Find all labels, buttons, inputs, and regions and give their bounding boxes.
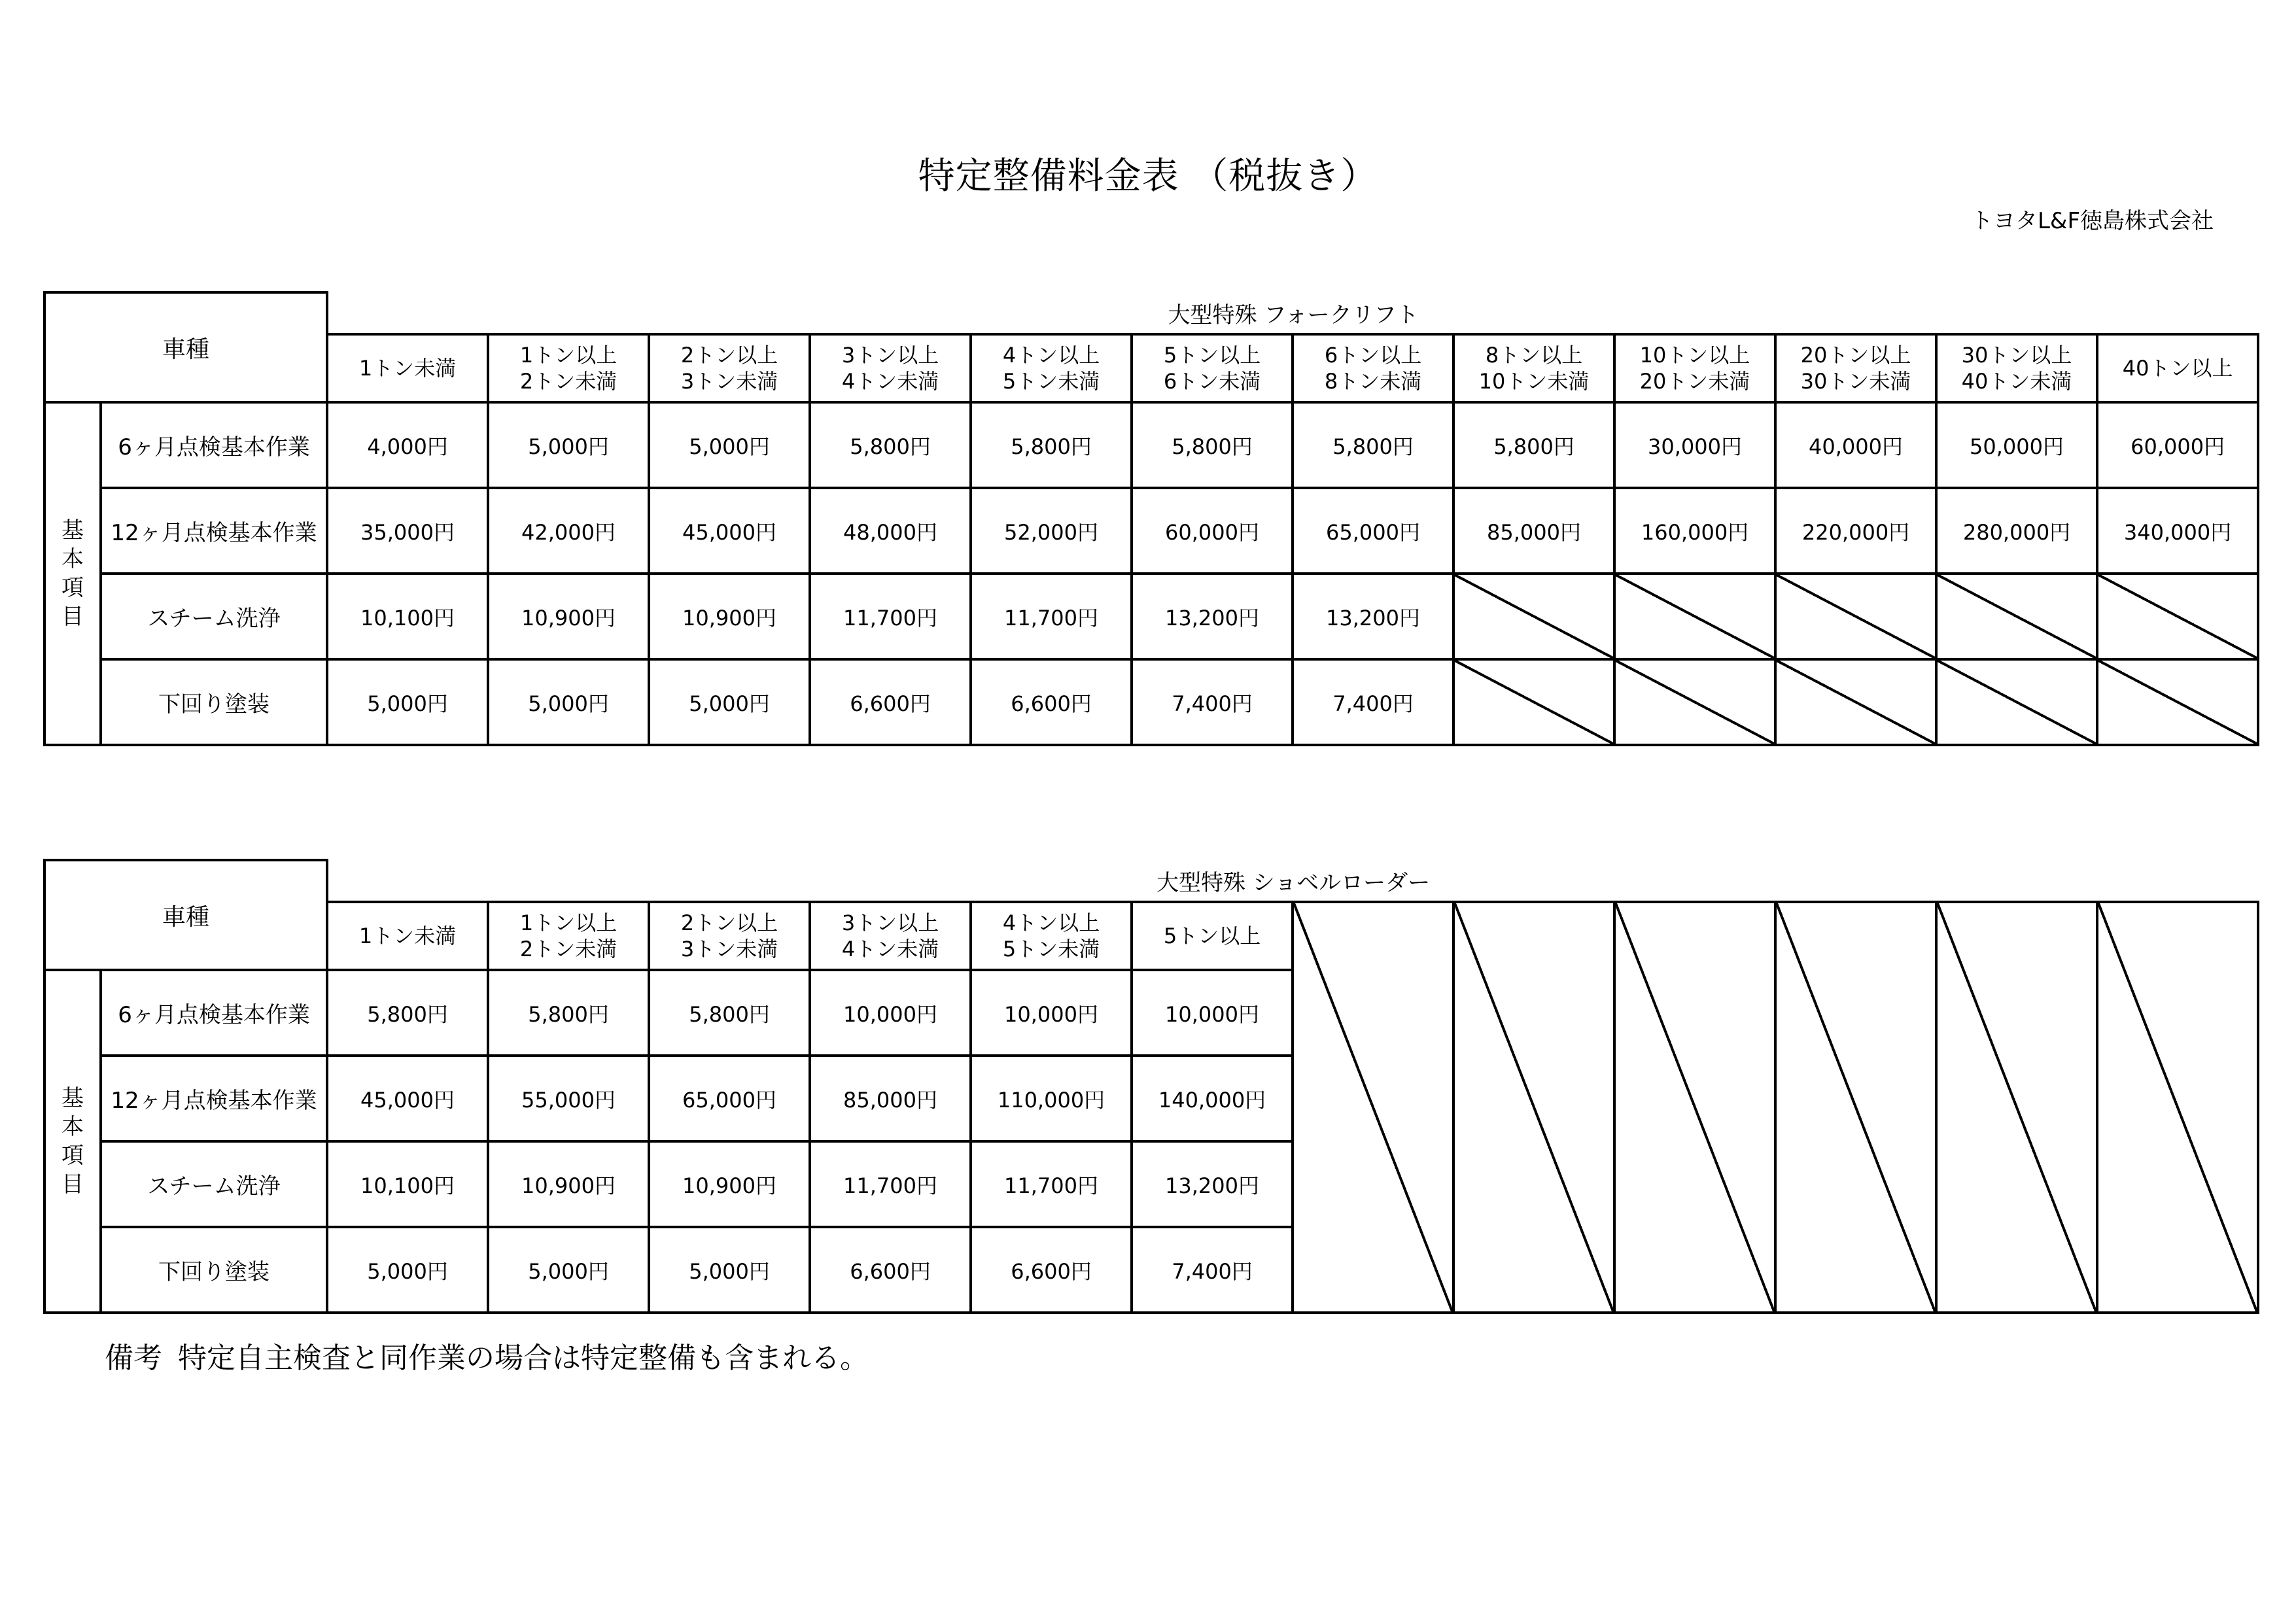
price-cell: 5,800円: [1453, 402, 1614, 488]
not-applicable-cell: [1614, 574, 1775, 659]
price-cell: 11,700円: [971, 1141, 1132, 1227]
weight-class-header: 2トン以上 3トン未満: [649, 334, 810, 402]
price-cell: 11,700円: [810, 574, 971, 659]
price-cell: 5,800円: [1132, 402, 1293, 488]
price-cell: 110,000円: [971, 1056, 1132, 1141]
price-cell: 6,600円: [810, 1227, 971, 1313]
row-label: スチーム洗浄: [101, 574, 327, 659]
row-label: スチーム洗浄: [101, 1141, 327, 1227]
price-cell: 10,900円: [488, 574, 649, 659]
weight-class-header-row: [44, 902, 2258, 970]
price-cell: 35,000円: [327, 488, 488, 574]
price-cell: 45,000円: [649, 488, 810, 574]
price-cell: 5,000円: [488, 1227, 649, 1313]
company-name: トヨタL&F徳島株式会社: [1970, 208, 2214, 234]
not-applicable-cell: [2097, 902, 2258, 1313]
row-label: 6ヶ月点検基本作業: [101, 970, 327, 1056]
price-cell: 5,000円: [488, 402, 649, 488]
row-label: 下回り塗装: [101, 659, 327, 745]
not-applicable-cell: [1936, 902, 2097, 1313]
not-applicable-cell: [1936, 574, 2097, 659]
weight-class-header: 1トン以上 2トン未満: [488, 334, 649, 402]
price-cell: 11,700円: [971, 574, 1132, 659]
price-cell: 10,900円: [649, 574, 810, 659]
price-cell: 280,000円: [1936, 488, 2097, 574]
price-cell: 13,200円: [1293, 574, 1453, 659]
price-cell: 13,200円: [1132, 1141, 1293, 1227]
price-cell: 340,000円: [2097, 488, 2258, 574]
table-row: [44, 402, 2258, 488]
remarks-label: 備考: [105, 1341, 162, 1375]
weight-class-header: 5トン以上 6トン未満: [1132, 334, 1293, 402]
price-cell: 220,000円: [1775, 488, 1936, 574]
price-cell: 7,400円: [1293, 659, 1453, 745]
weight-class-header: 1トン未満: [327, 334, 488, 402]
price-cell: 10,000円: [1132, 970, 1293, 1056]
shovel-loader-rate-table: [43, 859, 2259, 1314]
forklift-rate-table: [43, 291, 2259, 746]
weight-class-header: 6トン以上 8トン未満: [1293, 334, 1453, 402]
price-cell: 10,900円: [488, 1141, 649, 1227]
price-cell: 10,900円: [649, 1141, 810, 1227]
price-cell: 65,000円: [1293, 488, 1453, 574]
category-header: 大型特殊 ショベルローダー: [327, 860, 2258, 902]
price-cell: 11,700円: [810, 1141, 971, 1227]
weight-class-header: 3トン以上 4トン未満: [810, 334, 971, 402]
weight-class-header: 5トン以上: [1132, 902, 1293, 970]
vehicle-type-header: 車種: [44, 860, 327, 970]
weight-class-header: 10トン以上 20トン未満: [1614, 334, 1775, 402]
table-row: [44, 574, 2258, 659]
price-cell: 42,000円: [488, 488, 649, 574]
vehicle-type-header: 車種: [44, 292, 327, 402]
price-cell: 160,000円: [1614, 488, 1775, 574]
price-cell: 5,800円: [1293, 402, 1453, 488]
price-cell: 40,000円: [1775, 402, 1936, 488]
category-header: 大型特殊 フォークリフト: [327, 292, 2258, 334]
weight-class-header: 30トン以上 40トン未満: [1936, 334, 2097, 402]
price-cell: 7,400円: [1132, 1227, 1293, 1313]
price-cell: 6,600円: [810, 659, 971, 745]
price-cell: 5,000円: [327, 659, 488, 745]
not-applicable-cell: [1614, 902, 1775, 1313]
remarks: [105, 1334, 869, 1376]
price-cell: 13,200円: [1132, 574, 1293, 659]
price-cell: 5,000円: [488, 659, 649, 745]
price-cell: 7,400円: [1132, 659, 1293, 745]
price-cell: 5,000円: [649, 1227, 810, 1313]
row-label: 6ヶ月点検基本作業: [101, 402, 327, 488]
not-applicable-cell: [1453, 574, 1614, 659]
not-applicable-cell: [2097, 574, 2258, 659]
not-applicable-cell: [1775, 574, 1936, 659]
weight-class-header: 2トン以上 3トン未満: [649, 902, 810, 970]
price-cell: 5,800円: [327, 970, 488, 1056]
weight-class-header: 4トン以上 5トン未満: [971, 902, 1132, 970]
table-row: [44, 659, 2258, 745]
price-cell: 5,800円: [971, 402, 1132, 488]
not-applicable-cell: [1775, 659, 1936, 745]
page-title: 特定整備料金表 （税抜き）: [918, 155, 1378, 198]
price-cell: 65,000円: [649, 1056, 810, 1141]
price-cell: 10,100円: [327, 574, 488, 659]
price-cell: 5,000円: [649, 659, 810, 745]
price-cell: 85,000円: [810, 1056, 971, 1141]
price-cell: 6,600円: [971, 659, 1132, 745]
weight-class-header: 1トン未満: [327, 902, 488, 970]
price-cell: 30,000円: [1614, 402, 1775, 488]
row-label: 12ヶ月点検基本作業: [101, 1056, 327, 1141]
price-cell: 55,000円: [488, 1056, 649, 1141]
price-cell: 48,000円: [810, 488, 971, 574]
not-applicable-cell: [1453, 659, 1614, 745]
not-applicable-cell: [1614, 659, 1775, 745]
price-cell: 6,600円: [971, 1227, 1132, 1313]
price-cell: 4,000円: [327, 402, 488, 488]
weight-class-header: 8トン以上 10トン未満: [1453, 334, 1614, 402]
weight-class-header: 40トン以上: [2097, 334, 2258, 402]
basic-items-label: 基本項目: [44, 970, 101, 1313]
remarks-text: 特定自主検査と同作業の場合は特定整備も含まれる。: [178, 1341, 869, 1375]
weight-class-header: 1トン以上 2トン未満: [488, 902, 649, 970]
not-applicable-cell: [1293, 902, 1453, 1313]
price-cell: 60,000円: [1132, 488, 1293, 574]
price-cell: 52,000円: [971, 488, 1132, 574]
price-cell: 60,000円: [2097, 402, 2258, 488]
basic-items-label: 基本項目: [44, 402, 101, 745]
price-cell: 5,800円: [488, 970, 649, 1056]
not-applicable-cell: [2097, 659, 2258, 745]
price-cell: 10,100円: [327, 1141, 488, 1227]
price-cell: 10,000円: [971, 970, 1132, 1056]
weight-class-header: 20トン以上 30トン未満: [1775, 334, 1936, 402]
price-cell: 5,800円: [649, 970, 810, 1056]
price-cell: 5,800円: [810, 402, 971, 488]
price-cell: 10,000円: [810, 970, 971, 1056]
table-row: [44, 488, 2258, 574]
price-cell: 45,000円: [327, 1056, 488, 1141]
price-cell: 140,000円: [1132, 1056, 1293, 1141]
not-applicable-cell: [1453, 902, 1614, 1313]
price-cell: 5,000円: [649, 402, 810, 488]
price-cell: 50,000円: [1936, 402, 2097, 488]
weight-class-header-row: [44, 334, 2258, 402]
price-cell: 85,000円: [1453, 488, 1614, 574]
price-cell: 5,000円: [327, 1227, 488, 1313]
row-label: 下回り塗装: [101, 1227, 327, 1313]
not-applicable-cell: [1775, 902, 1936, 1313]
row-label: 12ヶ月点検基本作業: [101, 488, 327, 574]
weight-class-header: 3トン以上 4トン未満: [810, 902, 971, 970]
weight-class-header: 4トン以上 5トン未満: [971, 334, 1132, 402]
not-applicable-cell: [1936, 659, 2097, 745]
